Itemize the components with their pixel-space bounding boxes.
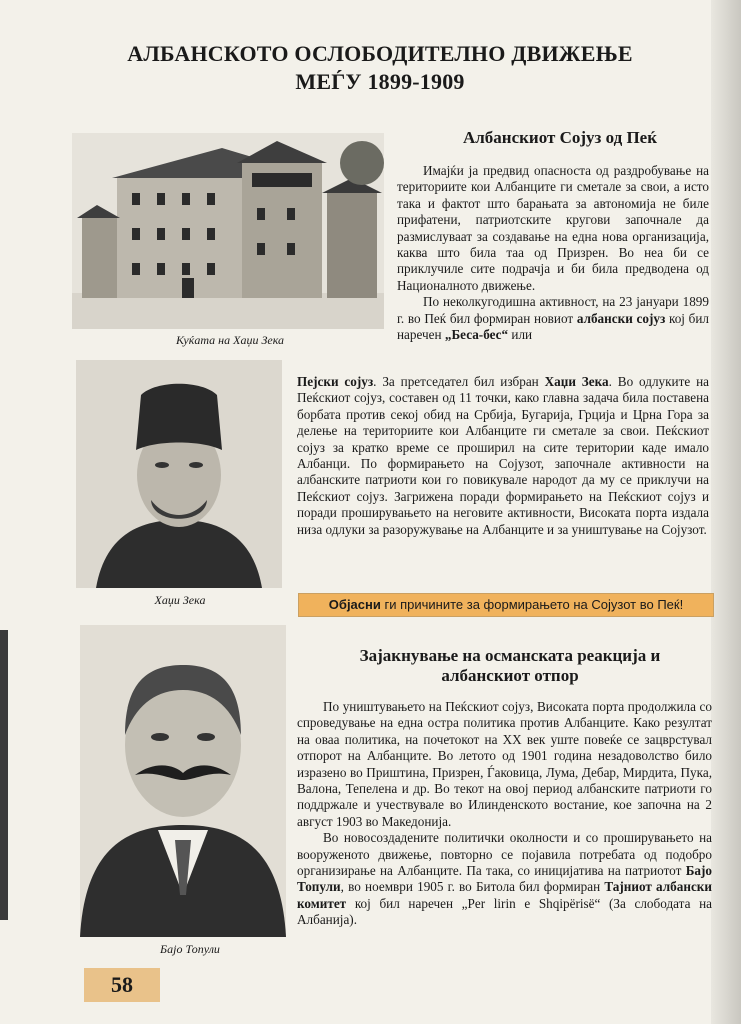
section1-para3-a: . За претседател бил избран bbox=[373, 374, 545, 389]
section2-heading bbox=[320, 646, 700, 686]
section1-paragraph-2 bbox=[397, 294, 709, 343]
section1-continuation bbox=[297, 374, 709, 538]
section2-heading-line-1: Зајакнување на османската реакција и bbox=[359, 646, 661, 665]
section1-para2-mid: кој бил наречен bbox=[397, 310, 709, 343]
hadzi-zeka-name: Хаџи Зека bbox=[544, 374, 609, 389]
section2-para2-c: кој бил наречен „Per lirin e Shqipërisë“ (За слободата на Албанија). bbox=[297, 895, 712, 928]
section2-text bbox=[297, 699, 712, 929]
section2-heading-line-2: албанскиот отпор bbox=[441, 666, 579, 685]
house-illustration bbox=[72, 133, 384, 329]
zeka-caption: Хаџи Зека bbox=[154, 593, 206, 607]
secret-committee-term: Тајниот албански комитет bbox=[297, 879, 712, 911]
task-box bbox=[298, 593, 714, 617]
bajo-topuli-name: Бајо Топули bbox=[297, 863, 712, 895]
albanian-union-term: албански сојуз bbox=[576, 310, 666, 326]
section2-para2-b: , во ноември 1905 г. во Битола бил формиран bbox=[340, 879, 605, 895]
pec-union-term: Пејски сојуз bbox=[297, 374, 374, 389]
page-title bbox=[60, 40, 700, 96]
title-line-2: МЕЃУ 1899-1909 bbox=[295, 69, 465, 94]
section2-paragraph-1: По уништувањето на Пеќскиот сојуз, Високата порта продолжила со спроведување на една остра политика против Албанците. Како резултат на оваа политика, на почетокот на XX век уште повеќе се зацврстувал отпорот на Албанците. Во летото од 1901 година незадоволство било изразено во Приштина, Призрен, Ѓаковица, Лума, Дебар, Мирдита, Пука, Валона, Тепелена и др. Во текот на овој период албанските патриоти го поддржале и учествувале во Илинденското востание, кое започна на 2 август 1903 во Македонија. bbox=[297, 699, 712, 829]
house-photo bbox=[72, 133, 384, 329]
topuli-portrait-image bbox=[80, 625, 286, 937]
topuli-caption: Бајо Топули bbox=[160, 942, 220, 956]
left-margin-strip bbox=[0, 630, 8, 920]
section1-text-column bbox=[397, 163, 709, 343]
zeka-portrait bbox=[76, 360, 282, 588]
section1-para2-start: По неколкугодишна активност, на 23 јануари 1899 г. во Пеќ бил формиран новиот bbox=[397, 294, 709, 326]
section1-paragraph-1: Имајќи ја предвид опасноста од раздробување на териториите кои Албанците ги сметале за свои, а исто така и фактот што барањата за автономија не биле прифатени, патриотските кругови започнале да размислуваат за создавање на една нова организација, каква што била таа од Призрен. Во неа би се приклучиле сите подрачја и би била предводена од Националното движење. bbox=[397, 163, 709, 293]
task-text: ги причините за формирањето на Сојузот во Пеќ! bbox=[380, 597, 684, 612]
topuli-portrait bbox=[80, 625, 286, 937]
page-edge bbox=[711, 0, 741, 1024]
section1-para2-end: или bbox=[508, 327, 533, 343]
house-caption: Куќата на Хаџи Зека bbox=[175, 333, 285, 347]
section1-para3-b: . Во одлуките на Пеќскиот сојуз, составен од 11 точки, како главна задача била поставена борбата против секој обид на Србија, Бугарија, Грција и Црна Гора за делење на териториите кои Албанците ги сметале за свои. Пеќскиот сојуз за кратко време се проширил на сите територии каде имало Албанци. По формирањето на Сојузот, започнале активности на албанските патриоти кои го повикувале народот да му се приклучи на Пеќскиот сојуз. Загрижена поради формирањето на Пеќскиот сојуз и поради проширувањето на неговите активности, Високата порта издала низа одлуки за разоружување на Албанците и за уништување на Сојузот. bbox=[297, 374, 709, 537]
page-number: 58 bbox=[84, 968, 160, 1002]
task-keyword: Објасни bbox=[328, 597, 381, 612]
section2-para2-a: Во новосоздадените политички околности и со проширувањето на вооруженото движење, повторно се појавила потребата од подобро организирање на Албанците. Па така, со иницијатива на патриотот bbox=[297, 830, 712, 879]
section2-paragraph-2 bbox=[297, 830, 712, 928]
section1-paragraph-3 bbox=[297, 374, 709, 538]
section1-heading: Албанскиот Сојуз од Пеќ bbox=[462, 128, 658, 147]
besa-bes-term: „Беса-бес“ bbox=[444, 327, 509, 343]
title-line-1: АЛБАНСКОТО ОСЛОБОДИТЕЛНО ДВИЖЕЊЕ bbox=[127, 41, 633, 66]
zeka-portrait-image bbox=[76, 360, 282, 588]
